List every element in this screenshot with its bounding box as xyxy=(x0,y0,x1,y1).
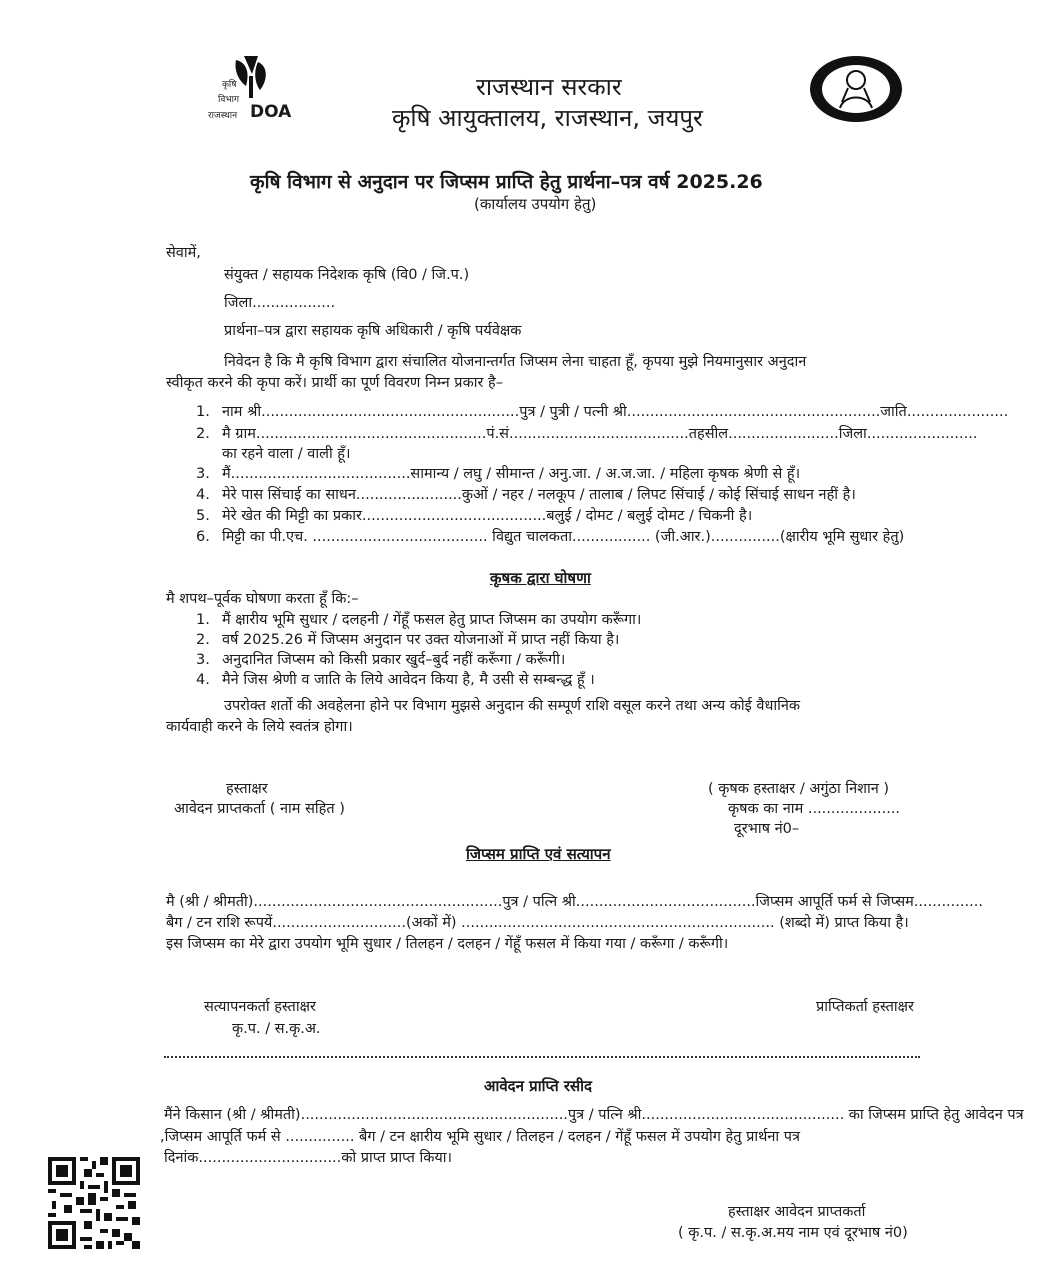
declaration-heading: कृषक द्वारा घोषणा xyxy=(490,569,591,587)
address-line-1: संयुक्त / सहायक निदेशक कृषि (वि0 / जि.प.) xyxy=(224,267,470,283)
receipt-line-3: दिनांक...............................को प्राप्त प्राप्त किया। xyxy=(164,1150,453,1166)
receipt-signature-details: ( कृ.प. / स.कृ.अ.मय नाम एवं दूरभाष नं0) xyxy=(678,1225,908,1241)
emblem-icon xyxy=(806,52,906,126)
detail-item: 4. मेरे पास सिंचाई का साधन.......................कुओं / नहर / नलकूप / तालाब / लिपट सिंचाई / कोई सिंचाई साधन नहीं है। xyxy=(196,487,856,503)
receiver-name-label: आवेदन प्राप्तकर्ता ( नाम सहित ) xyxy=(174,801,345,817)
qr-code-icon xyxy=(48,1157,140,1249)
state-emblem-logo xyxy=(806,52,906,126)
doa-logo-brand: DOA xyxy=(250,102,292,122)
intro-line-1: निवेदन है कि मै कृषि विभाग द्वारा संचालित योजनान्तर्गत जिप्सम लेना चाहता हूँ, कृपया मुझे नियमानुसार अनुदान xyxy=(224,354,807,370)
receipt-line-1: मैंने किसान (श्री / श्रीमती)..........................................................पुत्र / पत्नि श्री............................................ का जिप्सम प्राप्ति हेतु आवेदन पत्र xyxy=(164,1107,1024,1123)
verifier-designation: कृ.प. / स.कृ.अ. xyxy=(232,1021,321,1037)
declaration-item: 3. अनुदानित जिप्सम को किसी प्रकार खुर्द–बुर्द नहीं करूँगा / करूँगी। xyxy=(196,652,566,668)
receipt-heading: आवेदन प्राप्ति रसीद xyxy=(484,1077,593,1095)
verification-heading: जिप्सम प्राप्ति एवं सत्यापन xyxy=(466,845,611,863)
receipt-signature-label: हस्ताक्षर आवेदन प्राप्तकर्ता xyxy=(728,1204,866,1220)
farmer-signature-label: ( कृषक हस्ताक्षर / अगुंठा निशान ) xyxy=(708,781,890,797)
farmer-name-label: कृषक का नाम .................... xyxy=(728,801,901,817)
cut-line-divider xyxy=(164,1056,920,1058)
qr-code xyxy=(48,1157,140,1249)
declaration-close-1: उपरोक्त शर्तो की अवहेलना होने पर विभाग मुझसे अनुदान की सम्पूर्ण राशि वसूल करने तथा अन्य कोई वैधानिक xyxy=(224,698,801,714)
detail-item: 6. मिट्टी का पी.एच. ...................................... विद्युत चालकता................. (जी.आर.)...............(क्षारीय भूमि सुधार हेतु) xyxy=(196,529,905,545)
doa-logo-line2: विभाग xyxy=(218,95,240,105)
gov-heading: राजस्थान सरकार xyxy=(476,73,622,101)
declaration-item: 1. मैं क्षारीय भूमि सुधार / दलहनी / गेंहूँ फसल हेतु प्राप्त जिप्सम का उपयोग करूँगा। xyxy=(196,612,642,628)
declaration-close-2: कार्यवाही करने के लिये स्वतंत्र होगा। xyxy=(166,719,353,735)
page-subtitle: (कार्यालय उपयोग हेतु) xyxy=(474,195,597,213)
doa-logo-line3: राजस्थान xyxy=(208,111,238,121)
recipient-signature-label: प्राप्तिकर्ता हस्ताक्षर xyxy=(816,999,914,1015)
doa-logo xyxy=(206,52,296,126)
doa-logo-line1: कृषि xyxy=(222,80,237,90)
farmer-phone-label: दूरभाष नं0– xyxy=(734,821,800,837)
page-title: कृषि विभाग से अनुदान पर जिप्सम प्राप्ति हेतु प्रार्थना–पत्र वर्ष 2025.26 xyxy=(250,171,763,193)
detail-item: 2. मै ग्राम..................................................पं.सं.......................................तहसील........................जिला........................ xyxy=(196,426,978,442)
detail-item: 5. मेरे खेत की मिट्टी का प्रकार........................................बलुई / दोमट / बलुई दोमट / चिकनी है। xyxy=(196,508,753,524)
office-heading: कृषि आयुक्तालय, राजस्थान, जयपुर xyxy=(392,104,703,132)
receiver-signature-label: हस्ताक्षर xyxy=(226,781,268,797)
address-line-3: प्रार्थना–पत्र द्वारा सहायक कृषि अधिकारी / कृषि पर्यवेक्षक xyxy=(224,323,522,339)
verification-line-2: बैग / टन राशि रूपयें.............................(अकों में) .................................................................... (शब्दो में) प्राप्त किया है। xyxy=(166,915,909,931)
declaration-lead: मै शपथ–पूर्वक घोषणा करता हूँ कि:– xyxy=(166,591,359,607)
salutation: सेवामें, xyxy=(166,245,201,261)
verification-line-3: इस जिप्सम का मेरे द्वारा उपयोग भूमि सुधार / तिलहन / दलहन / गेंहूँ फसल में किया गया / करूँगा / करूँगी। xyxy=(166,936,729,952)
address-district: जिला.................. xyxy=(224,295,336,311)
detail-item: 3. मैं.......................................सामान्य / लघु / सीमान्त / अनु.जा. / अ.ज.जा. / महिला कृषक श्रेणी से हूँ। xyxy=(196,466,801,482)
detail-item: 1. नाम श्री........................................................पुत्र / पुत्री / पत्नी श्री.......................................................जाति...................... xyxy=(196,404,1009,420)
declaration-item: 2. वर्ष 2025.26 में जिप्सम अनुदान पर उक्त योजनाओं में प्राप्त नहीं किया है। xyxy=(196,632,620,648)
detail-item: का रहने वाला / वाली हूँ। xyxy=(222,446,351,462)
intro-line-2: स्वीकृत करने की कृपा करें। प्रार्थी का पूर्ण विवरण निम्न प्रकार है– xyxy=(166,375,503,391)
receipt-line-2: ,जिप्सम आपूर्ति फर्म से ............... बैग / टन क्षारीय भूमि सुधार / तिलहन / दलहन / गेंहूँ फसल में उपयोग हेतु प्रार्थना पत्र xyxy=(160,1129,801,1145)
declaration-item: 4. मैने जिस श्रेणी व जाति के लिये आवेदन किया है, मै उसी से सम्बन्द्ध हूँ । xyxy=(196,672,595,688)
verification-line-1: मै (श्री / श्रीमती)......................................................पुत्र / पत्नि श्री.......................................जिप्सम आपूर्ति फर्म से जिप्सम............... xyxy=(166,894,983,910)
verifier-signature-label: सत्यापनकर्ता हस्ताक्षर xyxy=(204,999,316,1015)
